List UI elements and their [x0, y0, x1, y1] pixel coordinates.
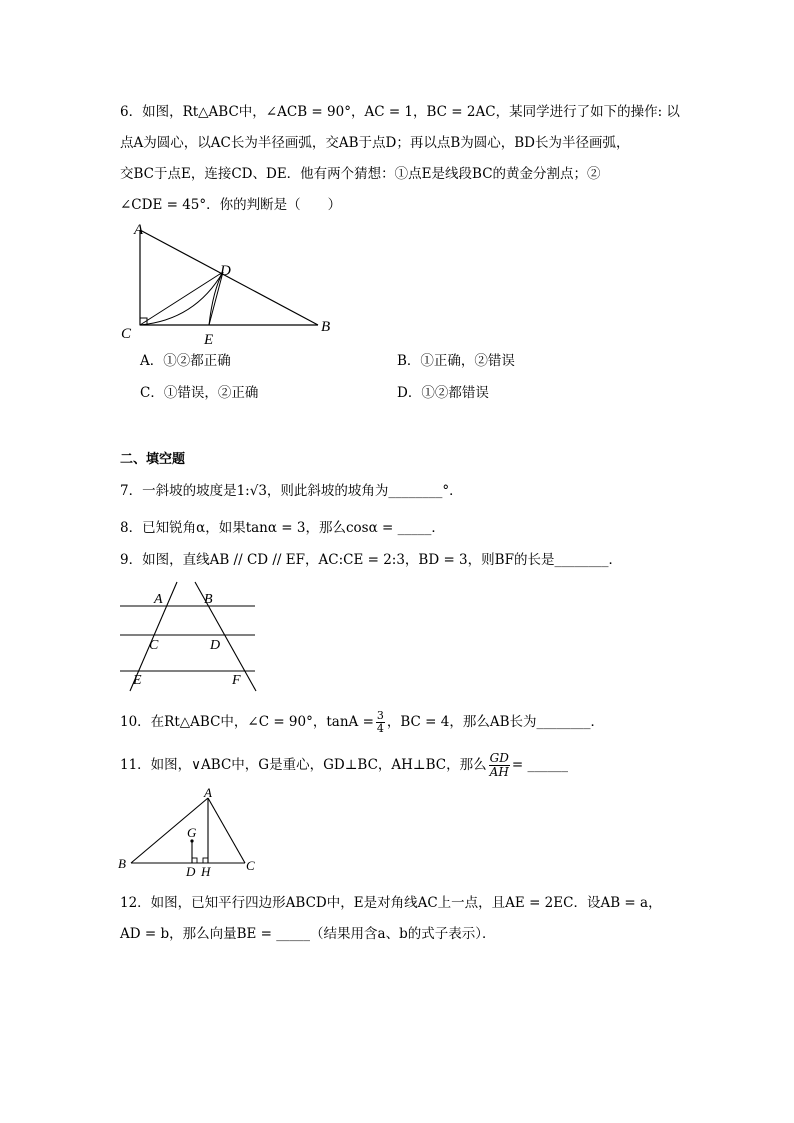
q9-label-a: A: [154, 592, 163, 607]
q10-text-post: ，BC = 4，那么AB长为________．: [386, 714, 605, 730]
q11-fraction: [489, 752, 510, 779]
q8-text: 8．已知锐角α，如果tanα = 3，那么cosα = _____．: [120, 520, 445, 536]
q10-text-pre: 10．在Rt△ABC中，∠C = 90°，tanA =: [120, 714, 374, 730]
q9-parallel-lines-figure: [115, 578, 265, 694]
section-title-fill-in: 二、填空题: [120, 452, 186, 467]
q10-text: [120, 710, 604, 735]
q11-label-c: C: [246, 858, 255, 873]
q10-fraction-denominator: 4: [376, 722, 384, 735]
q12-line-1: 12．如图，已知平行四边形ABCD中，E是对角线AC上一点，且AE = 2EC．设AB = a，: [120, 895, 662, 911]
q6-line-2: 点A为圆心，以AC长为半径画弧，交AB于点D；再以点B为圆心，BD长为半径画弧，: [120, 135, 630, 151]
q6-label-e: E: [204, 332, 214, 348]
q6-label-d: D: [220, 263, 231, 279]
q6-option-d[interactable]: D．①②都错误: [397, 385, 489, 401]
q9-label-c: C: [149, 638, 159, 653]
q9-text: 9．如图，直线AB // CD // EF，AC:CE = 2:3，BD = 3，则BF的长是________．: [120, 552, 622, 568]
q6-label-c: C: [121, 326, 132, 342]
q9-label-e: E: [133, 673, 142, 688]
q9-label-f: F: [232, 673, 241, 688]
q6-label-b: B: [321, 319, 331, 335]
q12-line-2: AD = b，那么向量BE = _____（结果用含a、b的式子表示）．: [120, 926, 496, 942]
q9-label-d: D: [210, 638, 221, 653]
q7-text: 7．一斜坡的坡度是1:√3，则此斜坡的坡角为________°．: [120, 483, 463, 499]
q11-label-d: D: [186, 864, 196, 879]
q11-fraction-numerator: GD: [489, 751, 509, 765]
q11-text: [120, 752, 568, 779]
q11-label-b: B: [118, 856, 126, 871]
q11-text-post: = ______: [511, 757, 568, 773]
q11-label-g: G: [187, 825, 197, 840]
q6-option-b[interactable]: B．①正确，②错误: [397, 353, 515, 369]
q6-line-4: ∠CDE = 45°．你的判断是（ ）: [120, 197, 342, 213]
q11-text-pre: 11．如图，∨ABC中，G是重心，GD⊥BC，AH⊥BC，那么: [120, 757, 487, 773]
q11-triangle-figure: [115, 784, 265, 880]
q6-line-1: 6．如图，Rt△ABC中，∠ACB = 90°，AC = 1，BC = 2AC，某同学进行了如下的操作: 以: [120, 104, 680, 120]
q6-option-c[interactable]: C．①错误，②正确: [140, 385, 259, 401]
q6-option-a[interactable]: A．①②都正确: [140, 353, 231, 369]
q10-fraction-numerator: 3: [376, 709, 384, 722]
q6-line-3: 交BC于点E，连接CD、DE．他有两个猜想：①点E是线段BC的黄金分割点；②: [120, 166, 601, 182]
q11-fraction-denominator: AH: [489, 765, 509, 779]
q10-fraction: [376, 710, 385, 735]
q11-label-h: H: [201, 864, 211, 879]
q11-label-a: A: [204, 785, 212, 800]
q6-triangle-figure: [110, 218, 350, 348]
q9-label-b: B: [204, 592, 213, 607]
q6-label-a: A: [134, 222, 144, 238]
